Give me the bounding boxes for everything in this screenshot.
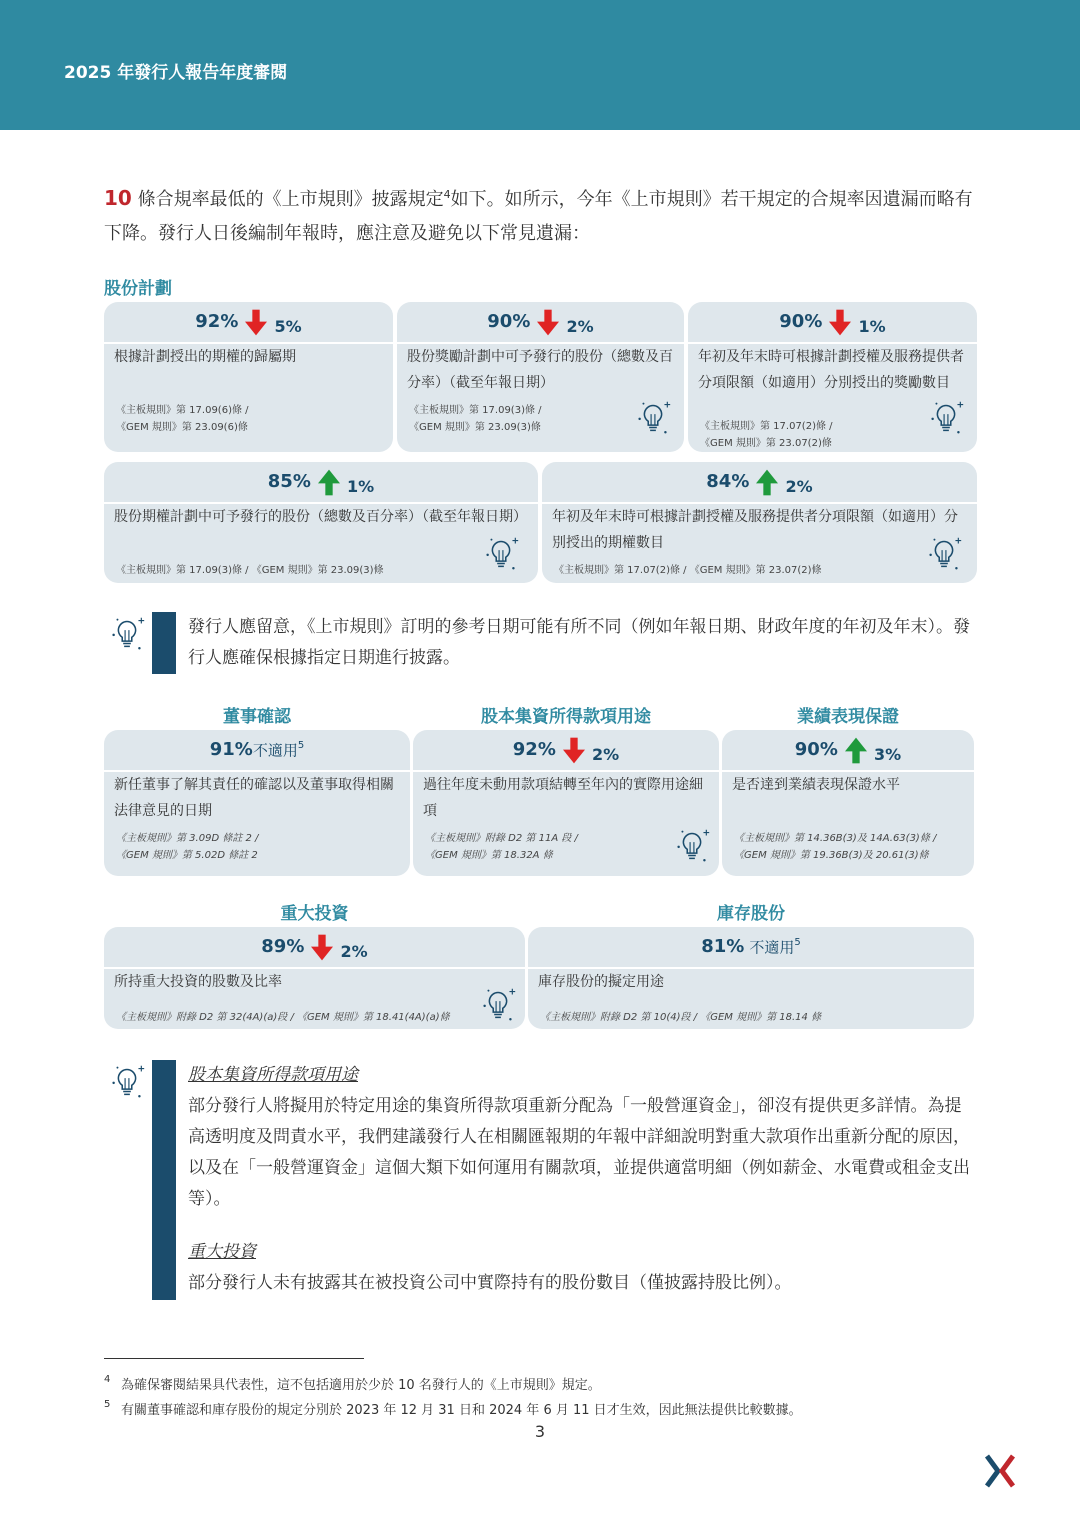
rule-ref-gem: 《GEM 規則》第 5.02D 條註 2 bbox=[116, 850, 258, 861]
intro-highlight-number: 10 bbox=[104, 186, 132, 210]
compliance-rate: 92% bbox=[195, 311, 239, 332]
rule-ref-gem: 《GEM 規則》第 23.09(3)條 bbox=[409, 422, 541, 433]
rule-reference: 《主板規則》附錄 D2 第 10(4)段 / 《GEM 規則》第 18.14 條 bbox=[540, 1012, 822, 1023]
rule-ref-main-board: 《主板規則》附錄 D2 第 11A 段 / bbox=[425, 833, 578, 844]
card-header bbox=[413, 730, 719, 772]
section-title-share-schemes: 股份計劃 bbox=[104, 279, 172, 299]
down-arrow-icon bbox=[563, 737, 585, 764]
section-title-guarantee: 業績表現保證 bbox=[797, 707, 899, 727]
rate-change: 2% bbox=[785, 476, 813, 496]
card-header bbox=[528, 927, 974, 969]
stat-card bbox=[104, 927, 525, 1029]
compliance-rate: 81% bbox=[701, 936, 745, 957]
lightbulb-icon bbox=[477, 983, 519, 1025]
report-title: 2025 年發行人報告年度審閱 bbox=[64, 63, 288, 83]
up-arrow-icon bbox=[318, 469, 340, 496]
card-header bbox=[542, 462, 977, 504]
footnote-ref-5: 5 bbox=[297, 740, 305, 752]
note-paragraph: 部分發行人未有披露其在被投資公司中實際持有的股份數目（僅披露持股比例）。 bbox=[188, 1273, 792, 1293]
section-title-investments: 重大投資 bbox=[280, 904, 349, 924]
rule-ref-gem: 《GEM 規則》第 18.32A 條 bbox=[425, 850, 553, 861]
rule-ref-main-board: 《主板規則》第 3.09D 條註 2 / bbox=[116, 833, 259, 844]
rate-change: 2% bbox=[340, 941, 368, 961]
compliance-rate: 90% bbox=[779, 311, 823, 332]
section-title-proceeds: 股本集資所得款項用途 bbox=[481, 707, 651, 727]
lightbulb-icon bbox=[671, 824, 713, 866]
stat-card bbox=[542, 462, 977, 583]
requirement-description: 股份期權計劃中可予發行的股份（總數及百分率）（截至年報日期） bbox=[114, 509, 527, 525]
section-title-treasury: 庫存股份 bbox=[717, 904, 785, 924]
lightbulb-icon bbox=[923, 532, 965, 574]
note-text: 發行人應留意，《上市規則》訂明的參考日期可能有所不同（例如年報日期、財政年度的年初及年末）。發行人應確保根據指定日期進行披露。 bbox=[188, 617, 970, 668]
stat-card bbox=[104, 730, 410, 876]
intro-text-b: 如下。如所示，今年《上市規則》若干規定的合規率因遺漏而略有下降。發行人日後編制年報時，應注意及避免以下常見遺漏： bbox=[104, 189, 973, 244]
compliance-rate: 90% bbox=[487, 311, 531, 332]
footnote-text: 有關董事確認和庫存股份的規定分別於 2023 年 12 月 31 日和 2024 年 6 月 11 日才生效，因此無法提供比較數據。 bbox=[121, 1403, 802, 1418]
rule-ref-gem: 《GEM 規則》第 19.36B(3)及 20.61(3)條 bbox=[734, 850, 929, 861]
requirement-description: 庫存股份的擬定用途 bbox=[538, 974, 664, 990]
stat-card bbox=[104, 302, 393, 452]
rate-change: 3% bbox=[874, 744, 902, 764]
rule-ref-main-board: 《主板規則》第 17.09(6)條 / bbox=[116, 405, 249, 416]
note-subheading: 股本集資所得款項用途 bbox=[188, 1065, 358, 1085]
footnote bbox=[104, 1399, 802, 1418]
note-subheading: 重大投資 bbox=[188, 1242, 256, 1262]
card-header bbox=[104, 730, 410, 772]
rule-reference: 《主板規則》第 17.09(3)條 / 《GEM 規則》第 23.09(3)條 bbox=[116, 565, 384, 576]
card-header bbox=[104, 927, 525, 969]
stat-card bbox=[688, 302, 977, 452]
card-header bbox=[104, 302, 393, 344]
hkex-logo-icon bbox=[984, 1454, 1016, 1488]
stat-card bbox=[722, 730, 974, 876]
rate-change: 5% bbox=[274, 316, 302, 336]
section-title-directors: 董事確認 bbox=[223, 707, 291, 727]
compliance-rate: 85% bbox=[267, 471, 311, 492]
intro-text-a: 條合規率最低的《上市規則》披露規定 bbox=[131, 189, 444, 210]
tip-note bbox=[104, 1058, 984, 1300]
up-arrow-icon bbox=[756, 469, 778, 496]
lightbulb-icon bbox=[480, 532, 522, 574]
lightbulb-icon bbox=[925, 396, 967, 438]
requirement-description: 年初及年末時可根據計劃授權及服務提供者分項限額（如適用）分別授出的期權數目 bbox=[552, 509, 958, 551]
compliance-rate: 90% bbox=[794, 739, 838, 760]
up-arrow-icon bbox=[845, 737, 867, 764]
rule-ref-main-board: 《主板規則》第 17.07(2)條 / bbox=[700, 421, 833, 432]
rule-ref-gem: 《GEM 規則》第 23.07(2)條 bbox=[700, 438, 832, 449]
compliance-rate: 92% bbox=[512, 739, 556, 760]
rule-reference bbox=[116, 402, 333, 436]
requirement-description: 新任董事了解其責任的確認以及董事取得相關法律意見的日期 bbox=[114, 777, 394, 819]
lightbulb-icon bbox=[106, 612, 148, 654]
page-number: 3 bbox=[534, 1422, 546, 1441]
not-applicable-label: 不適用 bbox=[749, 938, 795, 957]
down-arrow-icon bbox=[537, 309, 559, 336]
page-header bbox=[0, 0, 1080, 130]
rule-ref-gem: 《GEM 規則》第 23.09(6)條 bbox=[116, 422, 248, 433]
requirement-description: 年初及年末時可根據計劃授權及服務提供者分項限額（如適用）分別授出的獎勵數目 bbox=[698, 349, 964, 391]
rate-change: 1% bbox=[858, 316, 886, 336]
footnote-ref-4: 4 bbox=[443, 188, 451, 201]
compliance-rate: 89% bbox=[261, 936, 305, 957]
rule-ref-main-board: 《主板規則》第 17.09(3)條 / bbox=[409, 405, 542, 416]
stat-card bbox=[528, 927, 974, 1029]
rule-reference bbox=[116, 830, 350, 864]
down-arrow-icon bbox=[245, 309, 267, 336]
footnote-divider bbox=[104, 1358, 364, 1359]
down-arrow-icon bbox=[829, 309, 851, 336]
rule-reference bbox=[734, 830, 964, 864]
down-arrow-icon bbox=[311, 934, 333, 961]
card-header bbox=[104, 462, 538, 504]
lightbulb-icon bbox=[632, 396, 674, 438]
stat-card bbox=[413, 730, 719, 876]
footnote-text: 為確保審閱結果具代表性，這不包括適用於少於 10 名發行人的《上市規則》規定。 bbox=[121, 1378, 601, 1393]
note-paragraph: 部分發行人將擬用於特定用途的集資所得款項重新分配為「一般營運資金」，卻沒有提供更多詳情。為提高透明度及問責水平，我們建議發行人在相關匯報期的年報中詳細說明對重大款項作出重新分配的原因，以及在「一般營運資金」這個大類下如何運用有關款項，並提供適當明細（例如薪金、水電費或租金支出等）。 bbox=[188, 1096, 970, 1209]
rule-ref-main-board: 《主板規則》第 14.36B(3)及 14A.63(3)條 / bbox=[734, 833, 937, 844]
footnote bbox=[104, 1374, 601, 1393]
footnote-number: 5 bbox=[104, 1399, 111, 1410]
rule-reference: 《主板規則》第 17.07(2)條 / 《GEM 規則》第 23.07(2)條 bbox=[554, 565, 822, 576]
rule-reference bbox=[425, 830, 659, 864]
footnote-number: 4 bbox=[104, 1374, 111, 1385]
note-bar bbox=[152, 612, 176, 674]
card-header bbox=[722, 730, 974, 772]
lightbulb-icon bbox=[106, 1060, 148, 1102]
requirement-description: 根據計劃授出的期權的歸屬期 bbox=[114, 349, 296, 365]
card-header bbox=[688, 302, 977, 344]
rate-change: 2% bbox=[566, 316, 594, 336]
requirement-description: 所持重大投資的股數及比率 bbox=[114, 974, 282, 990]
card-header bbox=[397, 302, 684, 344]
note-bar bbox=[152, 1060, 176, 1300]
intro-paragraph bbox=[104, 178, 984, 251]
compliance-rate: 84% bbox=[706, 471, 750, 492]
requirement-description: 股份獎勵計劃中可予發行的股份（總數及百分率）（截至年報日期） bbox=[407, 349, 673, 391]
rate-change: 1% bbox=[347, 476, 375, 496]
rule-reference: 《主板規則》附錄 D2 第 32(4A)(a)段 / 《GEM 規則》第 18.41(4A)(a)條 bbox=[116, 1012, 450, 1023]
not-applicable-label: 不適用 bbox=[252, 741, 298, 760]
stat-card bbox=[104, 462, 538, 583]
footnote-ref-5: 5 bbox=[794, 937, 801, 949]
rule-reference bbox=[700, 418, 917, 452]
note-body bbox=[188, 1060, 978, 1299]
stat-card bbox=[397, 302, 684, 452]
tip-note bbox=[104, 610, 984, 674]
requirement-description: 是否達到業績表現保證水平 bbox=[732, 777, 900, 793]
requirement-description: 過往年度未動用款項結轉至年內的實際用途細項 bbox=[423, 777, 703, 819]
compliance-rate: 91% bbox=[209, 739, 253, 760]
rule-reference bbox=[409, 402, 624, 436]
rate-change: 2% bbox=[592, 744, 620, 764]
